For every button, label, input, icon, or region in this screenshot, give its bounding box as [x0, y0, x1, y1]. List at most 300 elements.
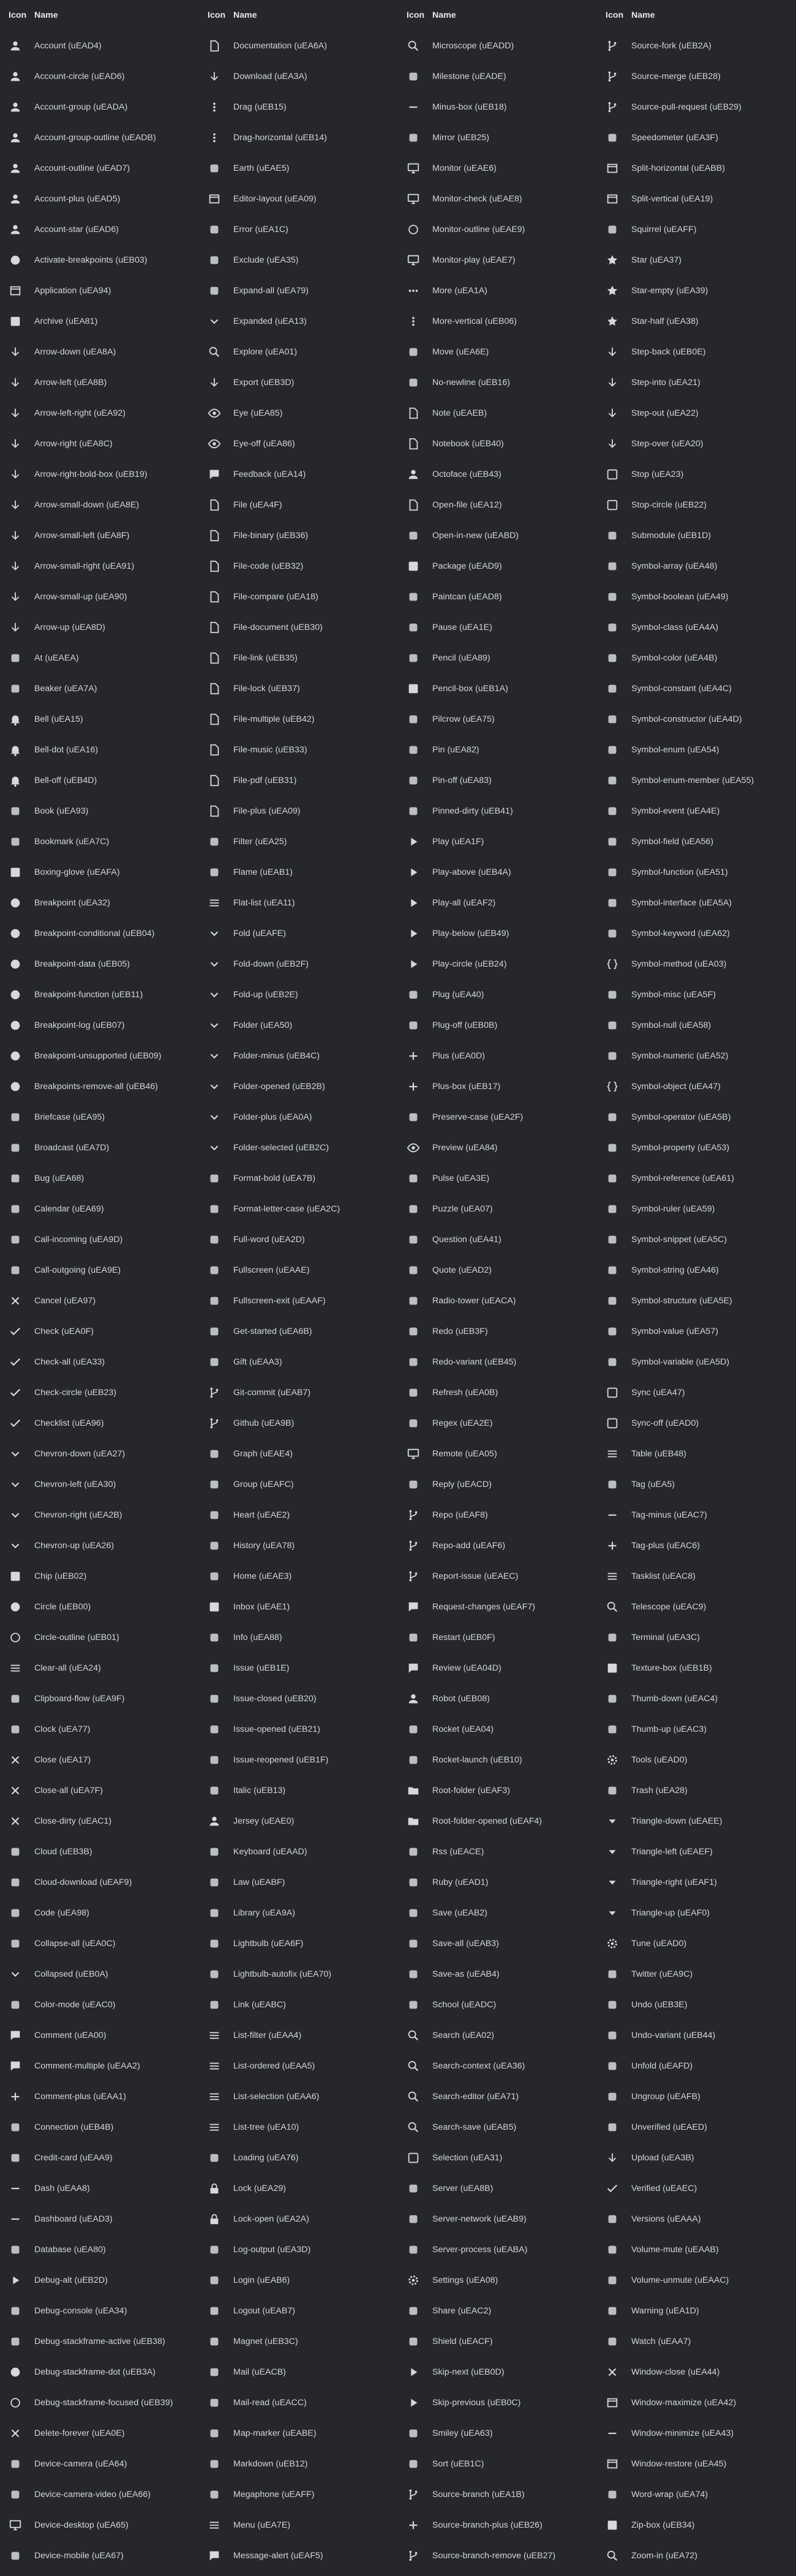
icon-row	[398, 429, 597, 459]
icon-row	[398, 949, 597, 979]
icon-row	[0, 2326, 199, 2357]
icon-row	[199, 1745, 398, 1775]
icon-row	[199, 1286, 398, 1316]
icon-row	[199, 1163, 398, 1194]
symbol-array-icon	[606, 560, 619, 573]
column-header	[597, 0, 796, 31]
icon-name: Open-file (uEA12)	[432, 500, 502, 510]
icon-cell	[0, 896, 34, 910]
comment-multiple-icon	[9, 2059, 22, 2073]
squirrel-icon	[606, 223, 619, 236]
icon-row	[398, 582, 597, 612]
twitter-icon	[606, 1968, 619, 1981]
icon-name: File-document (uEB30)	[233, 623, 323, 632]
icon-name: Source-branch-remove (uEB27)	[432, 2551, 556, 2561]
icon-row	[0, 1959, 199, 1990]
icon-name: Play-above (uEB4A)	[432, 867, 511, 877]
icon-name: Stop-circle (uEB22)	[631, 500, 707, 510]
symbol-object-icon	[606, 1080, 619, 1093]
icon-cell	[597, 2090, 631, 2103]
star-icon	[606, 253, 619, 267]
icon-row	[199, 429, 398, 459]
icon-name: Boxing-glove (uEAFA)	[34, 867, 120, 877]
search-editor-icon	[407, 2090, 420, 2103]
icon-cell	[199, 2212, 233, 2226]
icon-cell	[199, 2518, 233, 2532]
icon-name: Submodule (uEB1D)	[631, 531, 712, 541]
icon-cell	[398, 223, 432, 236]
icon-name: Folder (uEA50)	[233, 1020, 293, 1030]
stop-icon	[606, 468, 619, 481]
note-icon	[407, 406, 420, 420]
icon-row	[0, 2143, 199, 2173]
icon-cell	[597, 376, 631, 389]
symbol-event-icon	[606, 804, 619, 818]
database-icon	[9, 2243, 22, 2256]
comment-plus-icon	[9, 2090, 22, 2103]
save-icon	[407, 1906, 420, 1920]
icon-cell	[199, 2427, 233, 2440]
icon-row	[398, 1530, 597, 1561]
icon-name: Reply (uEACD)	[432, 1480, 492, 1489]
icon-name: File-compare (uEA18)	[233, 592, 318, 602]
icon-name: Skip-previous (uEB0C)	[432, 2398, 521, 2408]
fullscreen-exit-icon	[208, 1294, 221, 1308]
chip-icon	[9, 1570, 22, 1583]
icon-cell	[0, 70, 34, 83]
icon-row	[199, 888, 398, 918]
notebook-icon	[407, 437, 420, 451]
sync-off-icon	[606, 1417, 619, 1430]
icon-row	[0, 61, 199, 92]
root-folder-icon	[407, 1784, 420, 1797]
icon-cell	[597, 70, 631, 83]
telescope-icon	[606, 1600, 619, 1614]
search-context-icon	[407, 2059, 420, 2073]
icon-header: Icon	[9, 10, 27, 20]
icon-cell	[0, 39, 34, 53]
icon-row	[597, 1194, 796, 1224]
shield-icon	[407, 2335, 420, 2348]
thumb-up-icon	[606, 1723, 619, 1736]
icon-row	[0, 490, 199, 520]
icon-row	[199, 2418, 398, 2449]
chevron-left-icon	[9, 1478, 22, 1491]
format-letter-case-icon	[208, 1202, 221, 1216]
icon-cell	[199, 1845, 233, 1859]
icon-cell	[0, 284, 34, 298]
link-icon	[208, 1998, 221, 2012]
icon-name: Monitor-check (uEAE8)	[432, 194, 522, 204]
icon-cell	[398, 988, 432, 1002]
icon-name: Stop (uEA23)	[631, 470, 684, 479]
icon-name: Keyboard (uEAAD)	[233, 1847, 307, 1857]
icon-row	[398, 459, 597, 490]
icon-row	[199, 2051, 398, 2081]
icon-name: Circle-outline (uEB01)	[34, 1633, 119, 1642]
icon-cell	[398, 2274, 432, 2287]
icon-row	[597, 1592, 796, 1622]
icon-cell	[398, 498, 432, 512]
icon-row	[597, 857, 796, 888]
icon-cell	[597, 1661, 631, 1675]
icon-cell	[398, 2518, 432, 2532]
icon-cell	[398, 2488, 432, 2501]
feedback-icon	[208, 468, 221, 481]
icon-name: Documentation (uEA6A)	[233, 41, 327, 51]
icon-name: Editor-layout (uEA09)	[233, 194, 317, 204]
icon-row	[398, 1959, 597, 1990]
icon-name: Star-empty (uEA39)	[631, 286, 708, 296]
library-icon	[208, 1906, 221, 1920]
icon-row	[398, 612, 597, 643]
icon-cell	[199, 1325, 233, 1338]
icon-cell	[0, 2090, 34, 2103]
call-outgoing-icon	[9, 1264, 22, 1277]
icon-row	[398, 1561, 597, 1592]
icon-cell	[199, 1600, 233, 1614]
icon-row	[398, 2479, 597, 2510]
icon-name: Ruby (uEAD1)	[432, 1878, 489, 1887]
icon-row	[0, 1561, 199, 1592]
icon-name: Law (uEABF)	[233, 1878, 285, 1887]
icon-row	[0, 1714, 199, 1745]
icon-name: Export (uEB3D)	[233, 378, 295, 388]
icon-cell	[398, 345, 432, 359]
icon-name: Warning (uEA1D)	[631, 2306, 699, 2316]
icon-row	[398, 1837, 597, 1867]
icon-row	[199, 153, 398, 184]
icon-name: Fold-up (uEB2E)	[233, 990, 298, 1000]
icon-row	[597, 1806, 796, 1837]
icon-row	[597, 826, 796, 857]
icon-name: List-ordered (uEAA5)	[233, 2061, 315, 2071]
icon-name: Pinned-dirty (uEB41)	[432, 806, 513, 816]
github-icon	[208, 1417, 221, 1430]
icon-cell	[597, 1417, 631, 1430]
icon-cell	[597, 1294, 631, 1308]
bookmark-icon	[9, 835, 22, 848]
icon-cell	[597, 896, 631, 910]
heart-icon	[208, 1508, 221, 1522]
icon-cell	[597, 866, 631, 879]
icon-cell	[199, 1906, 233, 1920]
icon-cell	[0, 866, 34, 879]
eye-icon	[208, 406, 221, 420]
icon-row	[199, 918, 398, 949]
icon-cell	[398, 1937, 432, 1950]
milestone-icon	[407, 70, 420, 83]
icon-row	[0, 1500, 199, 1530]
icon-name: Open-in-new (uEABD)	[432, 531, 519, 541]
icon-name: Tag (uEA5)	[631, 1480, 675, 1489]
icon-name: More-vertical (uEB06)	[432, 316, 517, 326]
arrow-up-icon	[9, 621, 22, 634]
selection-icon	[407, 2151, 420, 2165]
icon-name: Account-group-outline (uEADB)	[34, 133, 156, 143]
icon-cell	[199, 1264, 233, 1277]
icon-cell	[199, 406, 233, 420]
symbol-snippet-icon	[606, 1233, 619, 1246]
icon-name: Bookmark (uEA7C)	[34, 837, 110, 847]
dash-icon	[9, 2182, 22, 2195]
issue-reopened-icon	[208, 1753, 221, 1767]
icon-cell	[597, 1723, 631, 1736]
icon-name: Tools (uEAD0)	[631, 1755, 688, 1765]
icon-row	[199, 979, 398, 1010]
icon-cell	[199, 927, 233, 940]
icon-cell	[199, 223, 233, 236]
icon-row	[597, 2540, 796, 2571]
icon-name: Preserve-case (uEA2F)	[432, 1112, 524, 1122]
icon-row	[398, 2387, 597, 2418]
icon-cell	[199, 468, 233, 481]
redo-icon	[407, 1325, 420, 1338]
icon-row	[597, 1408, 796, 1439]
icon-name: Folder-minus (uEB4C)	[233, 1051, 320, 1061]
icon-row	[597, 2510, 796, 2540]
breakpoint-data-icon	[9, 957, 22, 971]
icon-cell	[597, 162, 631, 175]
icon-name: Breakpoint (uEA32)	[34, 898, 110, 908]
icon-name: Symbol-ruler (uEA59)	[631, 1204, 715, 1214]
icon-row	[0, 735, 199, 765]
sort-icon	[407, 2457, 420, 2471]
icon-name: Restart (uEB0F)	[432, 1633, 495, 1642]
account-group-outline-icon	[9, 131, 22, 144]
icon-cell	[199, 376, 233, 389]
git-commit-icon	[208, 1386, 221, 1399]
icon-name: Watch (uEAA7)	[631, 2337, 691, 2346]
regex-icon	[407, 1417, 420, 1430]
bug-icon	[9, 1172, 22, 1185]
icon-name: Briefcase (uEA95)	[34, 1112, 105, 1122]
icon-name: Mail-read (uEACC)	[233, 2398, 307, 2408]
icon-cell	[199, 621, 233, 634]
no-newline-icon	[407, 376, 420, 389]
check-circle-icon	[9, 1386, 22, 1399]
icon-name: Root-folder (uEAF3)	[432, 1786, 510, 1795]
icon-row	[597, 1898, 796, 1928]
icon-row	[597, 1837, 796, 1867]
icon-row	[597, 2449, 796, 2479]
icon-cell	[398, 2029, 432, 2042]
icon-row	[597, 1163, 796, 1194]
icon-cell	[199, 253, 233, 267]
icon-row	[0, 337, 199, 367]
icon-row	[199, 459, 398, 490]
icon-row	[597, 1010, 796, 1041]
icon-cell	[398, 590, 432, 604]
icon-row	[0, 2296, 199, 2326]
icon-cell	[0, 2549, 34, 2563]
icon-row	[0, 1622, 199, 1653]
icon-cell	[0, 1508, 34, 1522]
icon-name: Symbol-structure (uEA5E)	[631, 1296, 732, 1306]
icon-row	[398, 1133, 597, 1163]
icon-name: Link (uEABC)	[233, 2000, 286, 2010]
list-ordered-icon	[208, 2059, 221, 2073]
icon-row	[597, 1377, 796, 1408]
icon-cell	[597, 2274, 631, 2287]
tasklist-icon	[606, 1570, 619, 1583]
icon-row	[199, 1775, 398, 1806]
icon-cell	[398, 2396, 432, 2409]
message-alert-icon	[208, 2549, 221, 2563]
icon-row	[597, 1561, 796, 1592]
icon-cell	[0, 1202, 34, 1216]
icon-row	[199, 1898, 398, 1928]
folder-plus-icon	[208, 1110, 221, 1124]
icon-cell	[597, 1968, 631, 1981]
breakpoint-icon	[9, 896, 22, 910]
icon-name: Play-all (uEAF2)	[432, 898, 496, 908]
window-close-icon	[606, 2365, 619, 2379]
icon-name: Cloud-download (uEAF9)	[34, 1878, 132, 1887]
icon-row	[398, 122, 597, 153]
server-process-icon	[407, 2243, 420, 2256]
close-dirty-icon	[9, 1814, 22, 1828]
icon-cell	[398, 1202, 432, 1216]
search-save-icon	[407, 2121, 420, 2134]
icon-cell	[0, 1570, 34, 1583]
icon-name: Inbox (uEAE1)	[233, 1602, 290, 1612]
icon-cell	[199, 1202, 233, 1216]
pause-icon	[407, 621, 420, 634]
icon-row	[0, 1071, 199, 1102]
icon-name: Format-letter-case (uEA2C)	[233, 1204, 340, 1214]
icon-row	[597, 2234, 796, 2265]
plus-box-icon	[407, 1080, 420, 1093]
activate-breakpoints-icon	[9, 253, 22, 267]
icon-cell	[199, 835, 233, 848]
icon-row	[0, 888, 199, 918]
quote-icon	[407, 1264, 420, 1277]
icon-name: Symbol-keyword (uEA62)	[631, 929, 730, 938]
icon-row	[199, 1714, 398, 1745]
icon-cell	[597, 1233, 631, 1246]
clock-icon	[9, 1723, 22, 1736]
icon-cell	[0, 2335, 34, 2348]
eye-off-icon	[208, 437, 221, 451]
icon-cell	[597, 2396, 631, 2409]
icon-name: Unverified (uEAED)	[631, 2122, 707, 2132]
chevron-up-icon	[9, 1539, 22, 1552]
icon-row	[199, 398, 398, 429]
icon-name: Source-branch (uEA1B)	[432, 2490, 525, 2499]
icon-cell	[398, 682, 432, 695]
icon-row	[398, 184, 597, 214]
icon-name: Issue-opened (uEB21)	[233, 1724, 320, 1734]
icon-row	[199, 92, 398, 122]
icon-row	[199, 2540, 398, 2571]
book-icon	[9, 804, 22, 818]
icon-name: Symbol-numeric (uEA52)	[631, 1051, 729, 1061]
icon-row	[597, 520, 796, 551]
icon-cell	[0, 1355, 34, 1369]
verified-icon	[606, 2182, 619, 2195]
icon-row	[0, 673, 199, 704]
icon-row	[0, 704, 199, 735]
icon-row	[0, 306, 199, 337]
icon-name: Triangle-up (uEAF0)	[631, 1908, 710, 1918]
icon-name: Megaphone (uEAFF)	[233, 2490, 315, 2499]
arrow-small-left-icon	[9, 529, 22, 542]
icon-row	[398, 1439, 597, 1469]
icon-cell	[398, 896, 432, 910]
breakpoint-function-icon	[9, 988, 22, 1002]
icon-cell	[597, 192, 631, 206]
arrow-right-icon	[9, 437, 22, 451]
icon-column-1	[0, 0, 199, 2571]
texture-box-icon	[606, 1661, 619, 1675]
icon-row	[199, 1194, 398, 1224]
icon-row	[398, 1010, 597, 1041]
file-music-icon	[208, 743, 221, 757]
icon-name: Heart (uEAE2)	[233, 1510, 290, 1520]
symbol-structure-icon	[606, 1294, 619, 1308]
icon-name: Filter (uEA25)	[233, 837, 287, 847]
icon-row	[199, 1867, 398, 1898]
icon-row	[398, 1806, 597, 1837]
icon-cell	[398, 1325, 432, 1338]
icon-name: Account (uEAD4)	[34, 41, 102, 51]
icon-name: Star (uEA37)	[631, 255, 682, 265]
radio-tower-icon	[407, 1294, 420, 1308]
icon-row	[398, 214, 597, 245]
icon-row	[597, 2387, 796, 2418]
debug-stackframe-active-icon	[9, 2335, 22, 2348]
icon-name: Database (uEA80)	[34, 2245, 106, 2255]
icon-row	[0, 1898, 199, 1928]
icon-cell	[199, 2274, 233, 2287]
icon-name: Redo-variant (uEB45)	[432, 1357, 517, 1367]
icon-cell	[0, 2365, 34, 2379]
fold-down-icon	[208, 957, 221, 971]
smiley-icon	[407, 2427, 420, 2440]
icon-cell	[398, 1876, 432, 1889]
icon-row	[199, 673, 398, 704]
icon-row	[0, 1102, 199, 1133]
markdown-icon	[208, 2457, 221, 2471]
icon-row	[0, 612, 199, 643]
window-maximize-icon	[606, 2396, 619, 2409]
icon-row	[0, 1806, 199, 1837]
icon-name: Chevron-down (uEA27)	[34, 1449, 126, 1459]
icon-row	[199, 1622, 398, 1653]
format-bold-icon	[208, 1172, 221, 1185]
icon-row	[199, 1837, 398, 1867]
column-header	[199, 0, 398, 31]
robot-icon	[407, 1692, 420, 1705]
icon-name: Symbol-variable (uEA5D)	[631, 1357, 730, 1367]
icon-cell	[597, 2427, 631, 2440]
symbol-enum-member-icon	[606, 774, 619, 787]
icon-name: Note (uEAEB)	[432, 408, 487, 418]
icon-name: Shield (uEACF)	[432, 2337, 493, 2346]
icon-name: Tasklist (uEAC8)	[631, 1571, 696, 1581]
save-all-icon	[407, 1937, 420, 1950]
icon-name: Git-commit (uEAB7)	[233, 1388, 311, 1398]
skip-previous-icon	[407, 2396, 420, 2409]
icon-cell	[199, 70, 233, 83]
icon-cell	[0, 162, 34, 175]
icon-row	[597, 275, 796, 306]
icon-name: Pin-off (uEA83)	[432, 776, 492, 785]
icon-row	[0, 796, 199, 826]
icon-row	[0, 275, 199, 306]
icon-cell	[0, 1723, 34, 1736]
